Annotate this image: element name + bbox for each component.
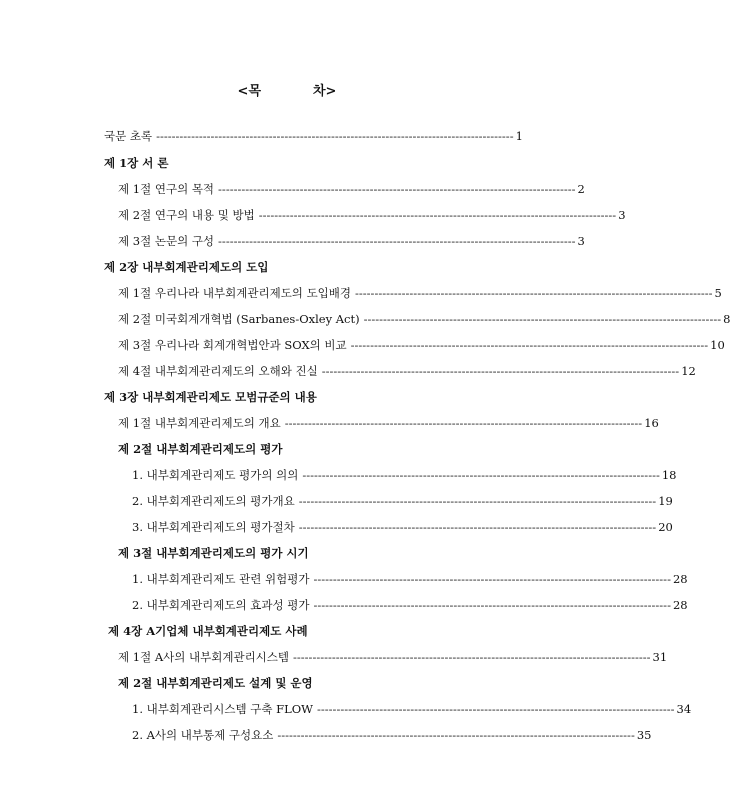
toc-entry	[118, 181, 585, 197]
toc-entry-label: 제 1절 내부회계관리제도의 개요	[118, 416, 281, 430]
toc-entry-page: 34	[676, 702, 692, 716]
toc-entry-page: 18	[661, 468, 677, 482]
toc-entry	[118, 285, 722, 301]
toc-entry	[132, 467, 677, 483]
toc-entry-page: 5	[714, 286, 722, 300]
toc-entry	[118, 363, 696, 379]
toc-leader: --------------------------------------------------------------------------------------------	[258, 208, 617, 222]
toc-chapter-heading: 제 4장 A기업체 내부회계관리제도 사례	[108, 624, 308, 638]
toc-title-left: <목	[237, 84, 261, 99]
toc-leader: --------------------------------------------------------------------------------------------	[302, 468, 660, 482]
toc-entry	[118, 233, 585, 249]
toc-entry-page: 8	[723, 312, 730, 326]
toc-entry-label: 국문 초록	[104, 129, 153, 143]
toc-title-right: 차>	[313, 84, 337, 99]
toc-entry-page: 20	[658, 520, 673, 534]
toc-leader: --------------------------------------------------------------------------------------------	[298, 520, 657, 534]
toc-leader: --------------------------------------------------------------------------------------------	[277, 728, 635, 742]
toc-entry-label: 1. 내부회계관리제도 관련 위험평가	[132, 572, 310, 586]
toc-entry-page: 35	[636, 728, 652, 742]
toc-entry-page: 28	[672, 598, 688, 612]
toc-entry	[118, 649, 668, 665]
toc-entry-page: 19	[658, 494, 673, 508]
toc-entry	[132, 701, 692, 717]
toc-entry	[118, 207, 626, 223]
toc-entry-label: 1. 내부회계관리제도 평가의 의의	[132, 468, 299, 482]
toc-leader: --------------------------------------------------------------------------------------------	[156, 129, 514, 143]
toc-leader: --------------------------------------------------------------------------------------------	[317, 702, 675, 716]
toc-leader: --------------------------------------------------------------------------------------------	[313, 598, 671, 612]
toc-entry-label: 제 3절 우리나라 회계개혁법안과 SOX의 비교	[118, 338, 347, 352]
toc-leader: --------------------------------------------------------------------------------------------	[218, 182, 576, 196]
toc-entry-page: 1	[515, 129, 523, 143]
toc-leader: --------------------------------------------------------------------------------------------	[321, 364, 680, 378]
toc-leader: --------------------------------------------------------------------------------------------	[355, 286, 713, 300]
toc-chapter-heading: 제 1장 서 론	[104, 156, 169, 170]
toc-entry	[104, 128, 523, 144]
toc-entry-label: 제 2절 연구의 내용 및 방법	[118, 208, 255, 222]
toc-entry	[132, 571, 688, 587]
toc-leader: --------------------------------------------------------------------------------------------	[363, 312, 722, 326]
toc-entry-page: 28	[672, 572, 688, 586]
toc-entry-label: 제 1절 연구의 목적	[118, 182, 215, 196]
toc-title	[0, 80, 574, 99]
toc-section-heading: 제 2절 내부회계관리제도의 평가	[118, 442, 283, 456]
toc-entry-label: 제 2절 미국회계개혁법 (Sarbanes-Oxley Act)	[118, 312, 360, 326]
toc-entry-label: 2. 내부회계관리제도의 평가개요	[132, 494, 295, 508]
toc-entry-label: 3. 내부회계관리제도의 평가절차	[132, 520, 295, 534]
toc-entry-label: 제 1절 우리나라 내부회계관리제도의 도입배경	[118, 286, 352, 300]
toc-entry-page: 31	[652, 650, 668, 664]
toc-entry-label: 제 3절 논문의 구성	[118, 234, 215, 248]
toc-entry-page: 3	[577, 234, 585, 248]
toc-entry-label: 제 1절 A사의 내부회계관리시스템	[118, 650, 290, 664]
toc-entry-label: 2. 내부회계관리제도의 효과성 평가	[132, 598, 310, 612]
toc-leader: --------------------------------------------------------------------------------------------	[350, 338, 709, 352]
toc-entry-label: 제 4절 내부회계관리제도의 오해와 진실	[118, 364, 318, 378]
toc-leader: --------------------------------------------------------------------------------------------	[218, 234, 576, 248]
toc-entry	[132, 727, 652, 743]
toc-entry-page: 12	[681, 364, 696, 378]
toc-entry-label: 1. 내부회계관리시스템 구축 FLOW	[132, 702, 314, 716]
toc-leader: --------------------------------------------------------------------------------------------	[293, 650, 651, 664]
toc-leader: --------------------------------------------------------------------------------------------	[284, 416, 643, 430]
toc-chapter-heading: 제 2장 내부회계관리제도의 도입	[104, 260, 269, 274]
toc-chapter-heading: 제 3장 내부회계관리제도 모범규준의 내용	[104, 390, 317, 404]
toc-entry-page: 16	[644, 416, 659, 430]
toc-leader: --------------------------------------------------------------------------------------------	[298, 494, 657, 508]
toc-entry	[132, 493, 673, 509]
toc-entry-page: 2	[577, 182, 585, 196]
toc-section-heading: 제 3절 내부회계관리제도의 평가 시기	[118, 546, 309, 560]
toc-entry-label: 2. A사의 내부통제 구성요소	[132, 728, 274, 742]
toc-entry	[132, 519, 673, 535]
toc-section-heading: 제 2절 내부회계관리제도 설계 및 운영	[118, 676, 313, 690]
toc-entry-page: 3	[618, 208, 626, 222]
toc-entry-page: 10	[710, 338, 725, 352]
toc-entry	[118, 337, 725, 353]
toc-entry	[118, 415, 659, 431]
toc-entry	[118, 311, 730, 327]
toc-entry	[132, 597, 688, 613]
toc-leader: --------------------------------------------------------------------------------------------	[313, 572, 671, 586]
